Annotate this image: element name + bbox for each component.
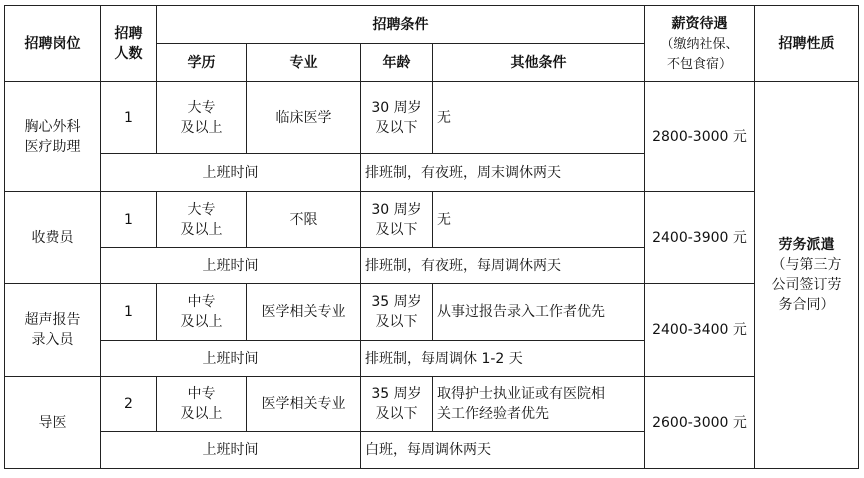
header-salary-note: （缴纳社保、 不包食宿） [660,36,739,72]
cell-age: 35 周岁 及以下 [361,284,433,341]
cell-major: 临床医学 [247,82,361,154]
work-time-label: 上班时间 [101,248,361,284]
header-nature: 招聘性质 [755,6,859,82]
work-time-label: 上班时间 [101,154,361,192]
cell-salary: 2800-3000 元 [645,82,755,192]
cell-age: 30 周岁 及以下 [361,192,433,248]
cell-other: 无 [433,82,645,154]
cell-education: 大专 及以上 [157,82,247,154]
recruitment-table [4,5,859,469]
table-row [5,154,859,192]
table-row [5,341,859,377]
table-row [5,192,859,248]
header-salary-title: 薪资待遇 [671,15,728,32]
header-age: 年龄 [361,44,433,82]
cell-salary: 2400-3900 元 [645,192,755,284]
header-other: 其他条件 [433,44,645,82]
table-row [5,284,859,341]
header-education: 学历 [157,44,247,82]
cell-major: 医学相关专业 [247,377,361,432]
cell-position: 超声报告 录入员 [5,284,101,377]
cell-position: 收费员 [5,192,101,284]
header-count: 招聘 人数 [101,6,157,82]
cell-count: 1 [101,82,157,154]
nature-title: 劳务派遣 [778,237,835,253]
cell-other: 从事过报告录入工作者优先 [433,284,645,341]
cell-age: 30 周岁 及以下 [361,82,433,154]
table-row [5,248,859,284]
table-row [5,377,859,432]
cell-count: 1 [101,284,157,341]
cell-major: 医学相关专业 [247,284,361,341]
table-row [5,432,859,469]
cell-position: 胸心外科 医疗助理 [5,82,101,192]
header-salary [645,6,755,82]
work-time-label: 上班时间 [101,341,361,377]
header-major: 专业 [247,44,361,82]
cell-nature [755,82,859,469]
cell-education: 中专 及以上 [157,377,247,432]
cell-salary: 2400-3400 元 [645,284,755,377]
cell-count: 2 [101,377,157,432]
cell-position: 导医 [5,377,101,469]
cell-age: 35 周岁 及以下 [361,377,433,432]
cell-work-time: 白班，每周调休两天 [361,432,755,469]
table-row [5,82,859,154]
header-conditions: 招聘条件 [157,6,645,44]
cell-count: 1 [101,192,157,248]
header-position: 招聘岗位 [5,6,101,82]
cell-work-time: 排班制，每周调休 1-2 天 [361,341,755,377]
cell-education: 大专 及以上 [157,192,247,248]
nature-note: （与第三方 公司签订劳 务合同） [771,257,842,313]
cell-education: 中专 及以上 [157,284,247,341]
cell-salary: 2600-3000 元 [645,377,755,469]
cell-work-time: 排班制，有夜班，周末调休两天 [361,154,755,192]
cell-work-time: 排班制，有夜班，每周调休两天 [361,248,755,284]
cell-other: 取得护士执业证或有医院相 关工作经验者优先 [433,377,645,432]
cell-other: 无 [433,192,645,248]
cell-major: 不限 [247,192,361,248]
work-time-label: 上班时间 [101,432,361,469]
